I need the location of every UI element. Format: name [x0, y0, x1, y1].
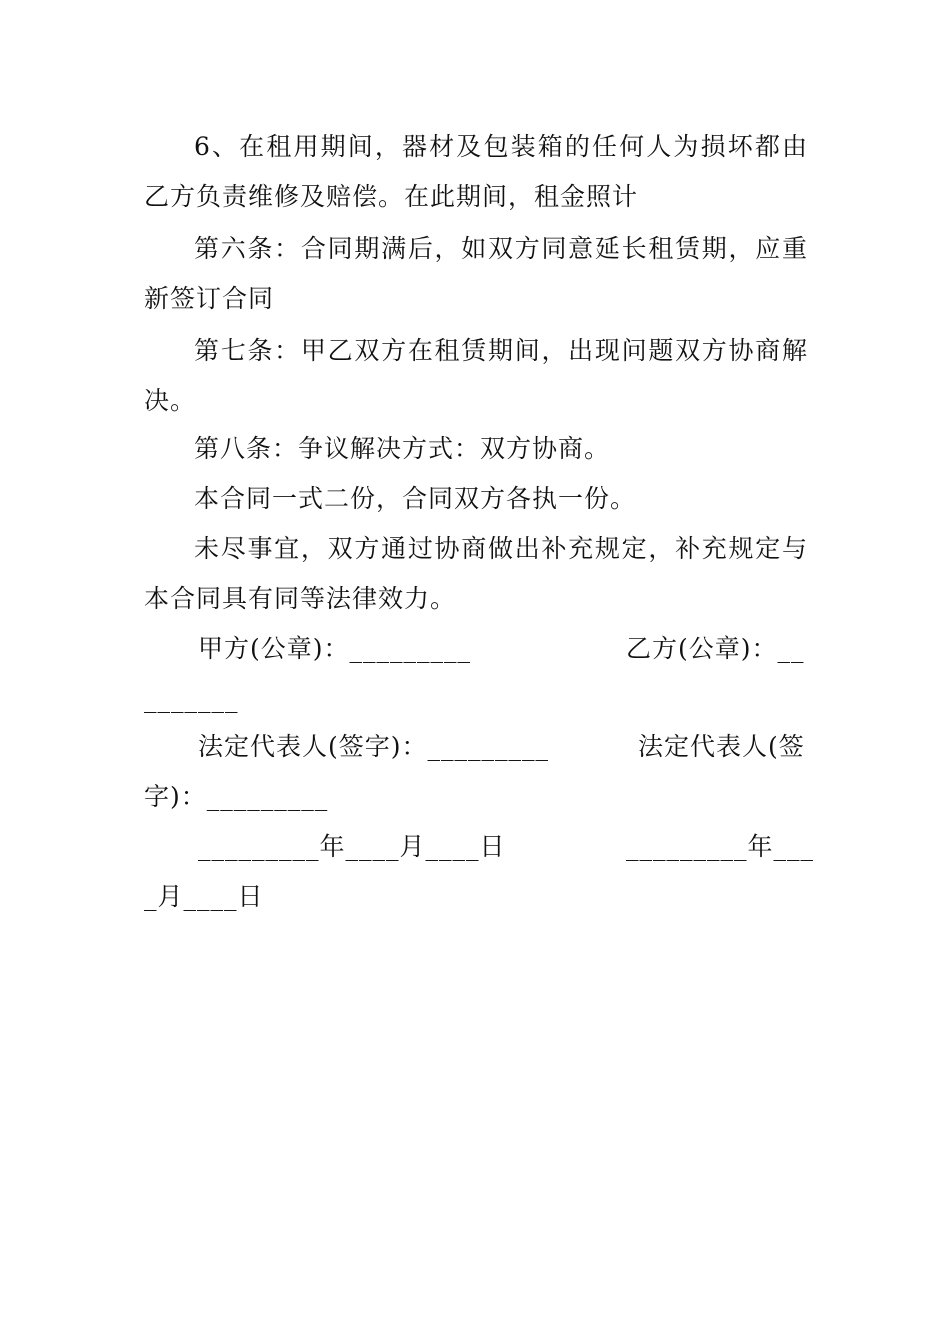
- clause-article-8: 第八条：争议解决方式：双方协商。: [194, 434, 611, 463]
- party-b-representative-continued: 字)：_________: [144, 782, 329, 811]
- representative-row: [144, 722, 808, 772]
- party-b-seal: 乙方(公章)：__: [626, 634, 805, 663]
- representative-row-continued: [144, 772, 808, 822]
- party-a-seal: 甲方(公章)：_________: [198, 634, 472, 663]
- clause-6-item: 6、在租用期间，器材及包装箱的任何人为损坏都由乙方负责维修及赔偿。在此期间，租金照计: [144, 132, 808, 211]
- clause-article-7: 第七条：甲乙双方在租赁期间，出现问题双方协商解决。: [144, 336, 808, 415]
- party-b-date-continued: _月____日: [144, 882, 264, 911]
- clause-article-6: 第六条：合同期满后，如双方同意延长租赁期，应重新签订合同: [144, 234, 808, 313]
- seal-row-continued: [144, 674, 808, 724]
- party-a-date: _________年____月____日: [198, 832, 506, 861]
- party-a-representative: 法定代表人(签字)：_________: [198, 732, 550, 761]
- seal-row: [144, 624, 808, 674]
- copies-statement: 本合同一式二份，合同双方各执一份。: [194, 484, 637, 513]
- date-row-continued: [144, 872, 808, 922]
- party-b-date: _________年___: [626, 832, 815, 861]
- supplementary-provisions: 未尽事宜，双方通过协商做出补充规定，补充规定与本合同具有同等法律效力。: [144, 534, 808, 613]
- party-b-seal-continued: _______: [144, 684, 239, 713]
- date-row: [144, 822, 815, 872]
- party-b-representative: 法定代表人(签: [638, 732, 805, 761]
